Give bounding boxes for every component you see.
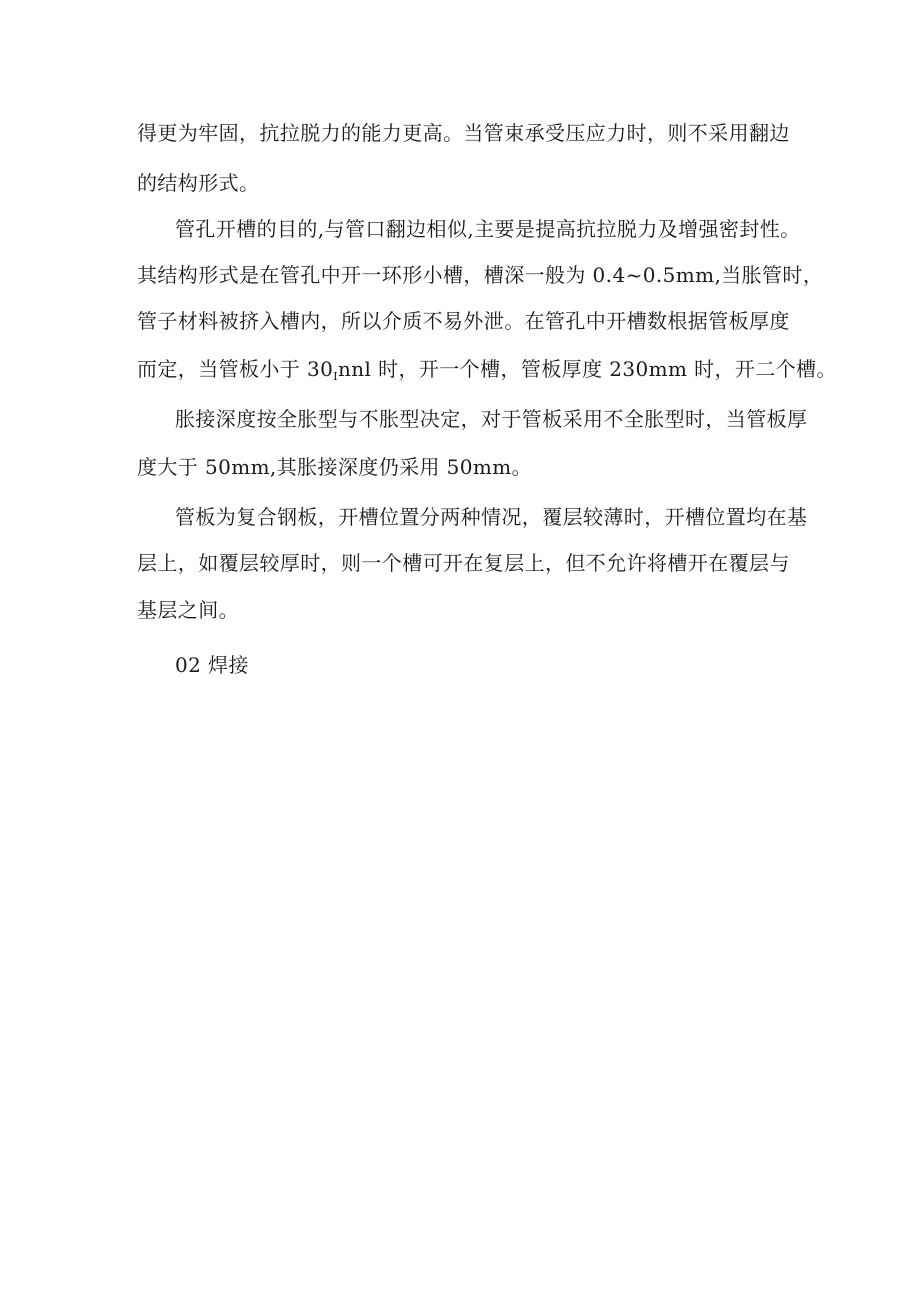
paragraph-2-line-2: 其结构形式是在管孔中开一环形小槽，槽深一般为 0.4~0.5mm,当胀管时， bbox=[137, 263, 824, 287]
paragraph-2-line-4-after: nnl 时，开一个槽，管板厚度 230mm 时，开二个槽。 bbox=[337, 357, 837, 381]
paragraph-2-line-4-subscript: I bbox=[333, 370, 338, 383]
paragraph-4-line-3: 基层之间。 bbox=[137, 598, 239, 622]
section-heading: 02 焊接 bbox=[175, 653, 249, 677]
paragraph-4-line-1: 管板为复合钢板，开槽位置分两种情况，覆层较薄时，开槽位置均在基 bbox=[175, 505, 808, 529]
paragraph-1-line-2: 的结构形式。 bbox=[137, 171, 260, 195]
paragraph-3-line-2: 度大于 50mm,其胀接深度仍采用 50mm。 bbox=[137, 455, 533, 479]
paragraph-2-line-4 bbox=[137, 356, 837, 390]
paragraph-2-line-4-before: 而定，当管板小于 30 bbox=[137, 357, 334, 381]
paragraph-4-line-2: 层上，如覆层较厚时，则一个槽可开在复层上，但不允许将槽开在覆层与 bbox=[137, 551, 790, 575]
paragraph-2-line-3: 管子材料被挤入槽内，所以介质不易外泄。在管孔中开槽数根据管板厚度 bbox=[137, 309, 790, 333]
paragraph-2-line-1: 管孔开槽的目的,与管口翻边相似,主要是提高抗拉脱力及增强密封性。 bbox=[175, 217, 801, 241]
paragraph-3-line-1: 胀接深度按全胀型与不胀型决定，对于管板采用不全胀型时，当管板厚 bbox=[175, 407, 808, 431]
paragraph-1-line-1: 得更为牢固，抗拉脱力的能力更高。当管束承受压应力时，则不采用翻边 bbox=[137, 121, 790, 145]
